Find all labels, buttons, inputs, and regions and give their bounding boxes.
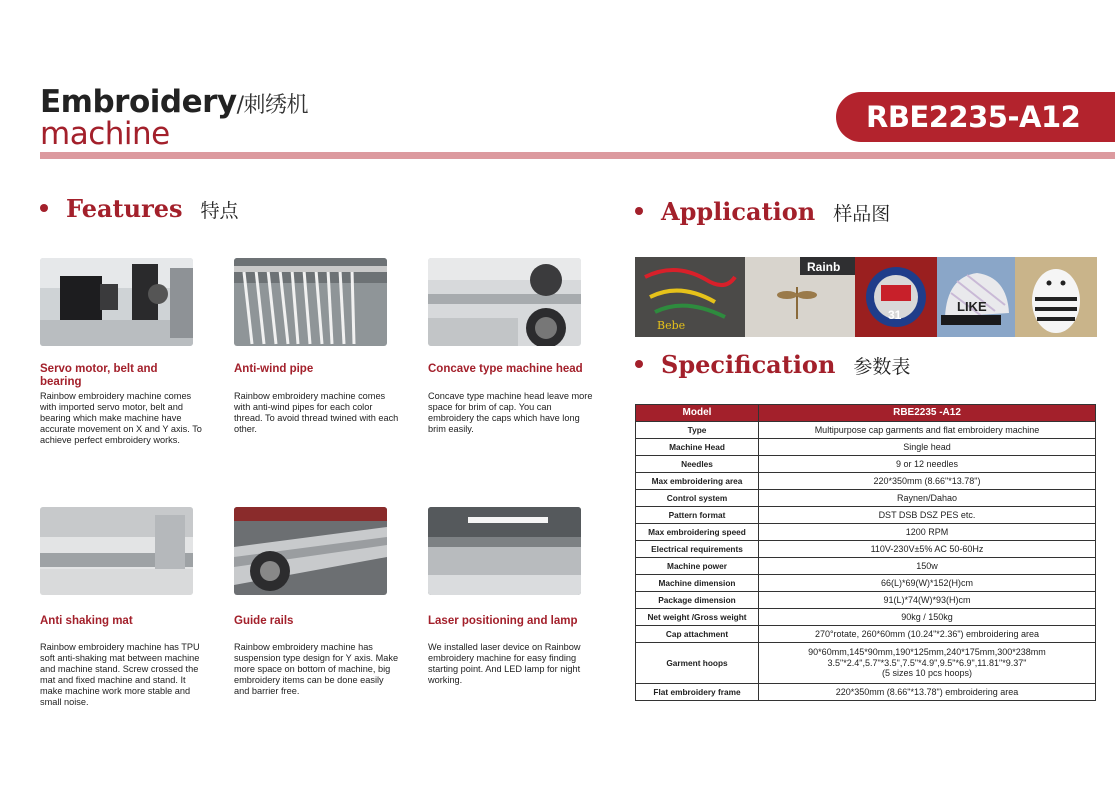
- dragonfly-sample-image: [745, 257, 855, 337]
- spec-key: Machine Head: [636, 439, 759, 456]
- spec-row: [636, 507, 1096, 524]
- bullet-icon: [635, 207, 643, 215]
- brand-logo-text: Rainb: [807, 260, 841, 274]
- spec-value: 90kg / 150kg: [759, 609, 1096, 626]
- spec-key: Max embroidering area: [636, 473, 759, 490]
- application-title: Application: [661, 197, 816, 226]
- feature-title: Anti-wind pipe: [234, 363, 314, 375]
- spec-row: [636, 609, 1096, 626]
- spec-row: [636, 422, 1096, 439]
- bullet-icon: [40, 204, 48, 212]
- spec-header-row: [636, 405, 1096, 422]
- spec-row: [636, 490, 1096, 507]
- spec-value: 66(L)*69(W)*152(H)cm: [759, 575, 1096, 592]
- spec-value: Multipurpose cap garments and flat embroidery machine: [759, 422, 1096, 439]
- spec-key: Machine dimension: [636, 575, 759, 592]
- specification-heading: [635, 350, 910, 379]
- spec-value: 91(L)*74(W)*93(H)cm: [759, 592, 1096, 609]
- cap-text: LIKE: [957, 299, 987, 314]
- application-heading: [635, 197, 890, 226]
- bullet-icon: [635, 360, 643, 368]
- spec-row-garment-hoops: [636, 643, 1096, 684]
- zebra-sample-image: [1015, 257, 1097, 337]
- feature-title: Laser positioning and lamp: [428, 615, 578, 627]
- specification-cn: 参数表: [853, 356, 911, 378]
- spec-row: [636, 575, 1096, 592]
- spec-key: Garment hoops: [636, 643, 759, 684]
- title-cn: /刺绣机: [236, 93, 309, 118]
- feature-desc: Concave type machine head leave more space for brim of cap. You can embroidery the caps which have long brim easily.: [428, 391, 593, 434]
- feature-desc: Rainbow embroidery machine has TPU soft anti-shaking mat between machine and machine stand. Screw crossed the mat and fixed machine and stand. It make machine work more stable and small noise.: [40, 642, 200, 707]
- svg-text:Bebe: Bebe: [657, 319, 686, 332]
- spec-key: Cap attachment: [636, 626, 759, 643]
- features-cn: 特点: [200, 200, 239, 222]
- feature-desc: We installed laser device on Rainbow embroidery machine for easy finding starting point. And LED lamp for night working.: [428, 642, 581, 685]
- spec-key: Type: [636, 422, 759, 439]
- spec-value-hoops: [759, 643, 1096, 684]
- guide-rails-photo: [234, 507, 387, 595]
- title-machine: machine: [40, 116, 170, 152]
- feature-desc: Rainbow embroidery machine comes with imported servo motor, belt and bearing which make machine have accurate movement on X and Y axis. To achieve perfect embroidery works.: [40, 391, 202, 445]
- hoops-line: (5 sizes 10 pcs hoops): [881, 668, 973, 679]
- feature-desc: Rainbow embroidery machine comes with anti-wind pipes for each color thread. To avoid thread twined with each other.: [234, 391, 399, 434]
- anti-shaking-mat-photo: [40, 507, 193, 595]
- feature-desc: Rainbow embroidery machine has suspension type design for Y axis. Make more space on bottom of machine, big embroidery items can be done easily and barrier free.: [234, 642, 399, 696]
- spec-row: [636, 541, 1096, 558]
- spec-key: Package dimension: [636, 592, 759, 609]
- feature-title: Concave type machine head: [428, 363, 583, 375]
- application-image-strip: [635, 257, 1097, 337]
- application-cn: 样品图: [833, 203, 891, 225]
- spec-value: 270°rotate, 260*60mm (10.24"*2.36") embroidering area: [759, 626, 1096, 643]
- spec-key: Needles: [636, 456, 759, 473]
- laser-lamp-photo: [428, 507, 581, 595]
- servo-motor-photo: [40, 258, 193, 346]
- embroidery-sample-image: [635, 257, 745, 337]
- spec-row: [636, 439, 1096, 456]
- spec-key: Electrical requirements: [636, 541, 759, 558]
- feature-title: Guide rails: [234, 615, 294, 627]
- spec-value: Single head: [759, 439, 1096, 456]
- spec-value: 110V-230V±5% AC 50-60Hz: [759, 541, 1096, 558]
- cap-sample-image: [937, 257, 1015, 337]
- concave-head-photo: [428, 258, 581, 346]
- spec-value: 9 or 12 needles: [759, 456, 1096, 473]
- patch-number: 31: [888, 308, 902, 322]
- spec-row: [636, 524, 1096, 541]
- specification-title: Specification: [661, 350, 836, 379]
- hoops-line: 3.5"*2.4",5.7"*3.5",7.5"*4.9",9.5"*6.9",11.81"*9.37": [827, 657, 1027, 668]
- spec-key: Max embroidering speed: [636, 524, 759, 541]
- anti-wind-pipe-photo: [234, 258, 387, 346]
- spec-header-key: Model: [636, 405, 759, 422]
- spec-key: Control system: [636, 490, 759, 507]
- spec-row: [636, 558, 1096, 575]
- title-line1: Embroidery: [40, 84, 237, 120]
- spec-key: Flat embroidery frame: [636, 684, 759, 701]
- header-rule: [40, 152, 1115, 159]
- spec-row: [636, 473, 1096, 490]
- spec-row: [636, 684, 1096, 701]
- feature-title: Servo motor, belt and bearing: [40, 363, 158, 388]
- hoops-line: 90*60mm,145*90mm,190*125mm,240*175mm,300*238mm: [808, 647, 1046, 658]
- spec-table: [635, 404, 1096, 701]
- patch-sample-image: [855, 257, 937, 337]
- spec-key: Pattern format: [636, 507, 759, 524]
- spec-value: 1200 RPM: [759, 524, 1096, 541]
- features-heading: [40, 194, 239, 223]
- model-badge: RBE2235-A12: [836, 92, 1115, 142]
- spec-header-value: RBE2235 -A12: [759, 405, 1096, 422]
- spec-value: 220*350mm (8.66"*13.78"): [759, 473, 1096, 490]
- spec-value: 220*350mm (8.66"*13.78") embroidering area: [759, 684, 1096, 701]
- spec-value: DST DSB DSZ PES etc.: [759, 507, 1096, 524]
- spec-value: 150w: [759, 558, 1096, 575]
- spec-key: Machine power: [636, 558, 759, 575]
- spec-key: Net weight /Gross weight: [636, 609, 759, 626]
- spec-value: Raynen/Dahao: [759, 490, 1096, 507]
- title-embroidery: [40, 84, 308, 120]
- spec-row: [636, 626, 1096, 643]
- feature-title: Anti shaking mat: [40, 615, 133, 627]
- spec-row: [636, 592, 1096, 609]
- spec-row: [636, 456, 1096, 473]
- features-title: Features: [66, 194, 183, 223]
